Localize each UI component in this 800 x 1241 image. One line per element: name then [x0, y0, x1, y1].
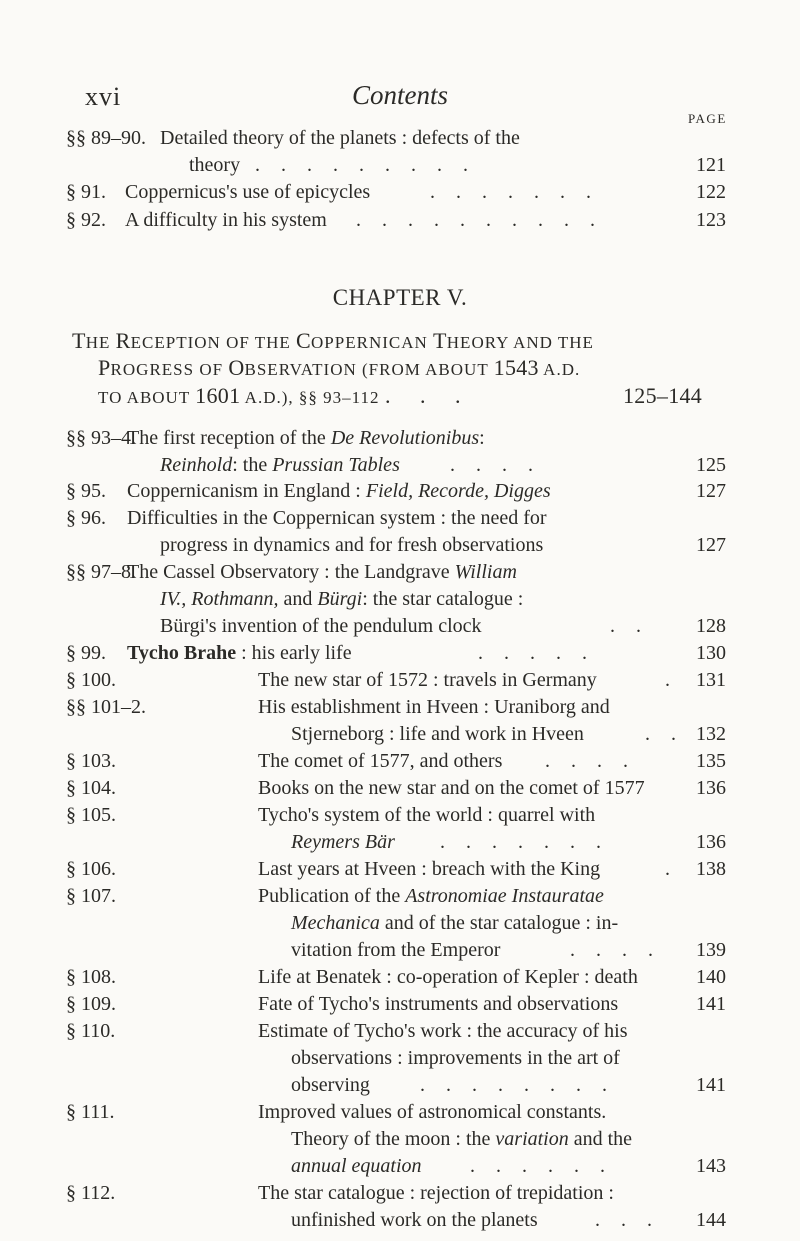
page-number: 122 [696, 181, 726, 203]
section-number: § 107. [66, 885, 116, 907]
entry-text: vitation from the Emperor [291, 939, 501, 961]
entry-text: Publication of the Astronomiae Instauratae [258, 885, 604, 907]
page-number: 136 [696, 777, 726, 799]
chapter-title-line-3: TO ABOUT 1601 A.D.), §§ 93–112 [98, 383, 380, 408]
leader-dots: . . [645, 723, 684, 745]
section-number: §§ 89–90. [66, 127, 146, 149]
chapter-title-line-2: PROGRESS OF OBSERVATION (FROM ABOUT 1543 A.D. [98, 355, 581, 380]
entry-text: Reymers Bär [291, 831, 395, 853]
entry-text: Books on the new star and on the comet of 1577 [258, 777, 645, 799]
page-number: 138 [696, 858, 726, 880]
entry-text: observations : improvements in the art of [291, 1047, 620, 1069]
entry-text: The Cassel Observatory : the Landgrave William [127, 561, 517, 583]
chapter-label: CHAPTER V. [332, 285, 468, 310]
leader-dots: . . . . . [478, 642, 595, 664]
leader-dots: . . . . . . . . . . [356, 209, 603, 231]
entry-text: Life at Benatek : co-operation of Kepler : death [258, 966, 638, 988]
page-number: 127 [696, 480, 726, 502]
entry-text: Difficulties in the Coppernican system : the need for [127, 507, 547, 529]
entry-text: theory [189, 154, 241, 176]
section-number: § 112. [66, 1182, 116, 1204]
section-number: § 105. [66, 804, 116, 826]
entry-text: Theory of the moon : the variation and the [291, 1128, 633, 1150]
leader-dots: . . . [595, 1209, 660, 1231]
section-number: § 106. [66, 858, 116, 880]
entry-text: Coppernicus's use of epicycles [125, 181, 371, 203]
page-column-label: PAGE [688, 111, 727, 126]
section-number: § 108. [66, 966, 116, 988]
leader-dots: . . . . . . . . [420, 1074, 615, 1096]
entry-text: His establishment in Hveen : Uraniborg and [258, 696, 610, 718]
leader-dots: . . . . . . . [430, 181, 599, 203]
section-number: § 100. [66, 669, 116, 691]
entry-text: annual equation [291, 1155, 422, 1177]
entry-text: Stjerneborg : life and work in Hveen [291, 723, 584, 745]
section-number: §§ 101–2. [66, 696, 146, 718]
page-number: 131 [696, 669, 726, 691]
section-number: § 104. [66, 777, 116, 799]
entry-text: progress in dynamics and for fresh observations [160, 534, 544, 556]
section-number: §§ 97–8. [66, 561, 136, 583]
page-number: 125 [696, 454, 726, 476]
chapter-title-line-1: THE RECEPTION OF THE COPPERNICAN THEORY AND THE [72, 328, 594, 353]
leader-dots: . [665, 669, 678, 691]
entry-text: Tycho's system of the world : quarrel with [258, 804, 596, 826]
page-number: 141 [696, 1074, 726, 1096]
section-number: § 95. [66, 480, 106, 502]
section-number: § 91. [66, 181, 106, 203]
page-number: 135 [696, 750, 726, 772]
section-number: § 96. [66, 507, 106, 529]
entry-text: A difficulty in his system [125, 209, 327, 231]
entry-text: unfinished work on the planets [291, 1209, 538, 1231]
entry-text: Detailed theory of the planets : defects of the [160, 127, 520, 149]
page-number: 127 [696, 534, 726, 556]
leader-dots: . . . . [450, 454, 541, 476]
section-number: § 92. [66, 209, 106, 231]
page-number: 121 [696, 154, 726, 176]
chapter-page-range: 125–144 [623, 383, 703, 408]
page-number: 136 [696, 831, 726, 853]
entry-text: observing [291, 1074, 370, 1096]
page-number: 123 [696, 209, 726, 231]
section-number: § 111. [66, 1101, 115, 1123]
page-number: 141 [696, 993, 726, 1015]
section-number: § 103. [66, 750, 116, 772]
leader-dots: . . . . . . . . . [255, 154, 476, 176]
entry-text: Estimate of Tycho's work : the accuracy of his [258, 1020, 628, 1042]
page-number-roman: xvi [85, 82, 122, 111]
page-number: 140 [696, 966, 726, 988]
leader-dots: . . [610, 615, 649, 637]
entry-text: The comet of 1577, and others [258, 750, 503, 772]
page-number: 139 [696, 939, 726, 961]
leader-dots: . . . [385, 383, 473, 408]
page-number: 128 [696, 615, 726, 637]
section-number: § 99. [66, 642, 106, 664]
page-number: 144 [696, 1209, 726, 1231]
entry-text: Bürgi's invention of the pendulum clock [160, 615, 482, 637]
leader-dots: . [665, 858, 678, 880]
entry-text: Reinhold: the Prussian Tables [160, 454, 400, 476]
page-number: 130 [696, 642, 726, 664]
entry-text: The new star of 1572 : travels in Germany [258, 669, 597, 691]
leader-dots: . . . . . . . [440, 831, 609, 853]
entry-text: The star catalogue : rejection of trepidation : [258, 1182, 614, 1204]
page-number: 132 [696, 723, 726, 745]
entry-text: Coppernicanism in England : Field, Recorde, Digges [127, 480, 551, 502]
entry-text: IV., Rothmann, and Bürgi: the star catalogue : [160, 588, 524, 610]
section-number: §§ 93–4. [66, 427, 136, 449]
entry-text: Fate of Tycho's instruments and observations [258, 993, 619, 1015]
entry-text: Improved values of astronomical constants. [258, 1101, 607, 1123]
leader-dots: . . . . [545, 750, 636, 772]
page-number: 143 [696, 1155, 726, 1177]
entry-text: Tycho Brahe : his early life [127, 642, 352, 664]
entry-text: Last years at Hveen : breach with the King [258, 858, 601, 880]
leader-dots: . . . . . . [470, 1155, 613, 1177]
section-number: § 110. [66, 1020, 116, 1042]
running-title: Contents [351, 80, 448, 110]
section-number: § 109. [66, 993, 116, 1015]
entry-text: Mechanica and of the star catalogue : in- [291, 912, 619, 934]
entry-text: The first reception of the De Revolutionibus: [127, 427, 485, 449]
leader-dots: . . . . [570, 939, 661, 961]
